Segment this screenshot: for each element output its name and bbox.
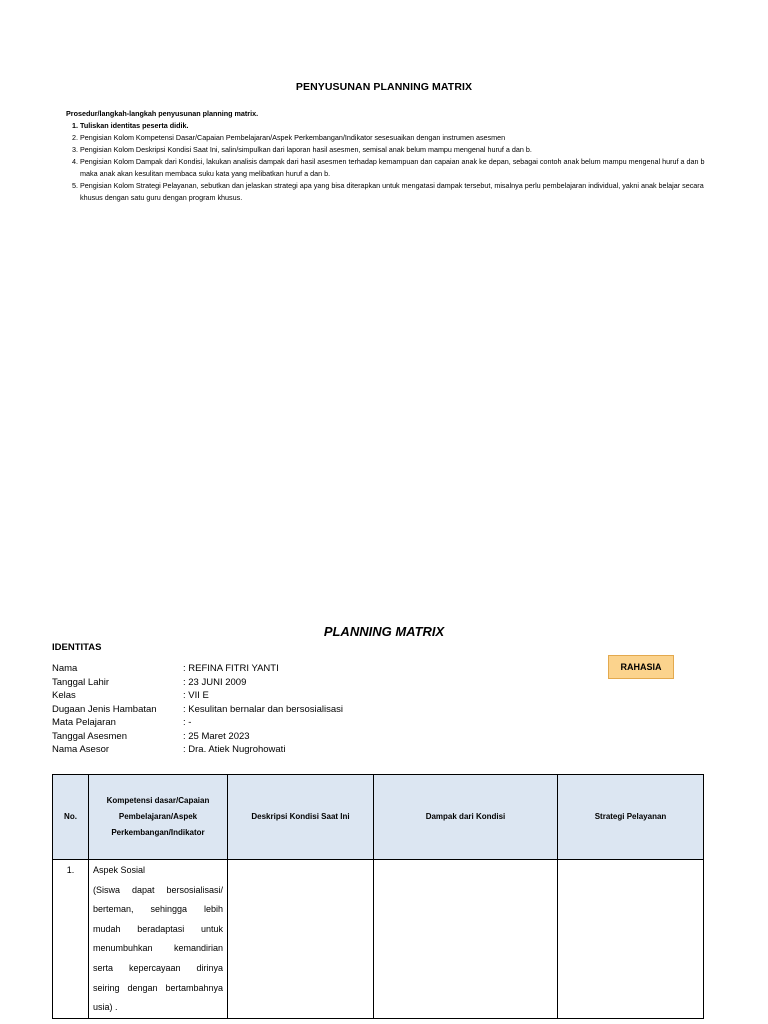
table-row <box>53 860 704 1019</box>
procedure-step: 4. Pengisian Kolom Dampak dari Kondisi, lakukan analisis dampak dari hasil asesmen terhadap kemampuan dan capaian anak ke depan, sebagai contoh anak belum mampu mengenal huruf a dan b maka anak akan kesulitan membaca suku kata yang melibatkan huruf a dan b. <box>80 156 716 180</box>
procedure-step: 1. Tuliskan identitas peserta didik. <box>80 120 716 132</box>
identity-label: Tanggal Asesmen <box>52 730 127 742</box>
identity-label: Dugaan Jenis Hambatan <box>52 703 157 715</box>
identity-row <box>52 676 343 690</box>
header-dampak: Dampak dari Kondisi <box>374 775 558 860</box>
cell-strategi[interactable] <box>558 860 704 1019</box>
identity-label: Kelas <box>52 690 76 701</box>
identity-label: Nama <box>52 663 78 674</box>
cell-kompetensi <box>89 860 228 1019</box>
identity-row <box>52 743 343 757</box>
procedure-list <box>66 120 716 204</box>
identity-row <box>52 703 343 717</box>
identity-value: : REFINA FITRI YANTI <box>183 663 279 674</box>
cell-no: 1. <box>53 860 89 1019</box>
planning-matrix-table <box>52 774 704 1019</box>
identity-label: Nama Asesor <box>52 744 110 755</box>
identity-row <box>52 662 343 676</box>
header-no: No. <box>53 775 89 860</box>
identity-row <box>52 689 343 703</box>
procedure-step: 5. Pengisian Kolom Strategi Pelayanan, sebutkan dan jelaskan strategi apa yang bisa diterapkan untuk mengatasi dampak tersebut, misalnya perlu pembelajaran individual, yakni anak belajar secara khusus dengan satu guru dengan program khusus. <box>80 180 716 204</box>
cell-kompetensi-text: (Siswa dapat bersosialisasi/ berteman, sehingga lebih mudah beradaptasi untuk menumbuhkan kemandirian serta kepercayaan dirinya seiring dengan bertambahnya usia) . <box>93 884 223 1013</box>
header-strategi: Strategi Pelayanan <box>558 775 704 860</box>
cell-dampak[interactable] <box>374 860 558 1019</box>
identity-row <box>52 730 343 744</box>
identity-value: : - <box>183 717 192 728</box>
identity-row <box>52 716 343 730</box>
identity-heading: IDENTITAS <box>52 642 102 653</box>
identity-value: : 25 Maret 2023 <box>183 730 250 742</box>
cell-deskripsi[interactable] <box>228 860 374 1019</box>
identity-label: Tanggal Lahir <box>52 676 110 688</box>
table-header-row <box>53 775 704 860</box>
identity-list <box>52 662 343 757</box>
page-title-penyusunan: PENYUSUNAN PLANNING MATRIX <box>295 81 473 93</box>
identity-value: : 23 JUNI 2009 <box>183 676 247 688</box>
cell-aspek: Aspek Sosial <box>93 865 146 875</box>
procedure-section <box>66 108 716 204</box>
procedure-intro: Prosedur/langkah-langkah penyusunan planning matrix. <box>66 109 259 118</box>
identity-value: : Kesulitan bernalar dan bersosialisasi <box>183 703 344 715</box>
header-deskripsi: Deskripsi Kondisi Saat Ini <box>228 775 374 860</box>
identity-label: Mata Pelajaran <box>52 717 116 728</box>
header-kompetensi: Kompetensi dasar/Capaian Pembelajaran/Aspek Perkembangan/Indikator <box>89 775 228 860</box>
identity-value: : VII E <box>183 690 209 701</box>
confidential-badge: RAHASIA <box>608 655 674 679</box>
identity-value: : Dra. Atiek Nugrohowati <box>183 744 286 755</box>
procedure-step: 2. Pengisian Kolom Kompetensi Dasar/Capaian Pembelajaran/Aspek Perkembangan/Indikator sesesuaikan dengan instrumen asesmen <box>80 132 716 144</box>
page-title-planning-matrix: PLANNING MATRIX <box>323 624 445 639</box>
procedure-step: 3. Pengisian Kolom Deskripsi Kondisi Saat Ini, salin/simpulkan dari laporan hasil asesmen, semisal anak belum mampu mengenal huruf a dan b. <box>80 144 716 156</box>
